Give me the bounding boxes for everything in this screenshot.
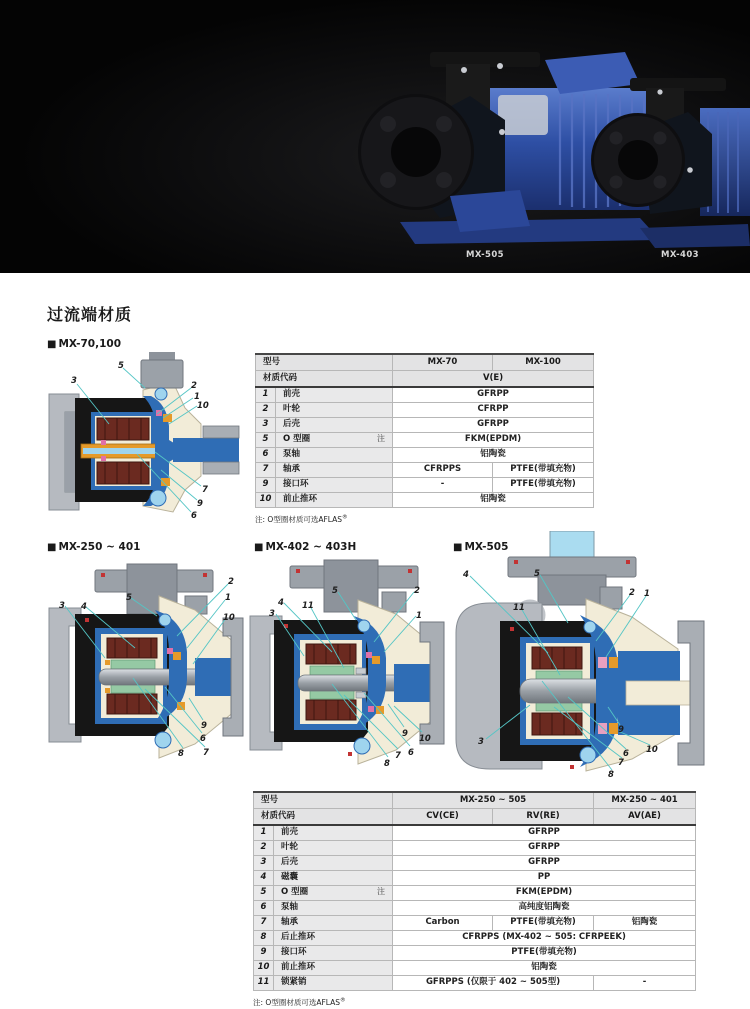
svg-text:11: 11 bbox=[513, 603, 525, 613]
svg-text:3: 3 bbox=[478, 737, 484, 747]
svg-text:5: 5 bbox=[118, 361, 124, 371]
svg-text:8: 8 bbox=[384, 759, 390, 769]
svg-text:10: 10 bbox=[419, 734, 431, 744]
svg-text:10: 10 bbox=[646, 745, 658, 755]
svg-text:3: 3 bbox=[59, 601, 65, 611]
svg-text:3: 3 bbox=[269, 609, 275, 619]
table-row bbox=[256, 387, 594, 403]
table-row bbox=[256, 493, 594, 508]
svg-text:2: 2 bbox=[191, 381, 197, 391]
cross-section-mx250-401 bbox=[45, 556, 245, 774]
svg-text:9: 9 bbox=[197, 499, 203, 509]
part-number: 1 bbox=[256, 387, 276, 403]
table-row bbox=[254, 886, 696, 901]
part-name: O 型圈 注 bbox=[276, 433, 393, 448]
part-material: GFRPP bbox=[393, 856, 696, 871]
top-flange bbox=[141, 352, 183, 388]
table-row bbox=[256, 433, 594, 448]
part-material-av: 铝陶瓷 bbox=[594, 916, 696, 931]
part-material-rv: PTFE(带填充物) bbox=[493, 916, 594, 931]
part-material-mx100: PTFE(带填充物) bbox=[493, 463, 594, 478]
code-av: AV(AE) bbox=[594, 809, 696, 826]
part-name: 后止推环 bbox=[274, 931, 393, 946]
part-material: GFRPP bbox=[393, 418, 594, 433]
svg-text:9: 9 bbox=[402, 729, 408, 739]
part-name: 接口环 bbox=[276, 478, 393, 493]
table-row bbox=[256, 418, 594, 433]
part-material: PTFE(带填充物) bbox=[393, 946, 696, 961]
table2-footnote: 注: O型圈材质可选AFLAS® bbox=[253, 997, 346, 1007]
part-name: 前壳 bbox=[274, 825, 393, 841]
part-number: 9 bbox=[254, 946, 274, 961]
part-name: 泵轴 bbox=[274, 901, 393, 916]
photo-label-mx403: MX-403 bbox=[661, 250, 699, 260]
part-number: 2 bbox=[256, 403, 276, 418]
part-material-av: - bbox=[594, 976, 696, 991]
svg-text:7: 7 bbox=[395, 751, 401, 761]
part-name: 后壳 bbox=[274, 856, 393, 871]
part-number: 2 bbox=[254, 841, 274, 856]
top-flange bbox=[95, 564, 213, 614]
svg-text:9: 9 bbox=[618, 725, 624, 735]
svg-text:4: 4 bbox=[463, 570, 469, 580]
svg-text:9: 9 bbox=[201, 721, 207, 731]
part-material: 铝陶瓷 bbox=[393, 493, 594, 508]
svg-text:5: 5 bbox=[126, 593, 132, 603]
part-number: 7 bbox=[254, 916, 274, 931]
table-row bbox=[254, 901, 696, 916]
pumps-photo-illustration bbox=[0, 0, 750, 273]
table-row bbox=[256, 463, 594, 478]
header-model: 型号 bbox=[254, 792, 393, 809]
cross-section-mx505 bbox=[450, 531, 710, 778]
part-material: 高纯度铝陶瓷 bbox=[393, 901, 696, 916]
part-name: 轴承 bbox=[276, 463, 393, 478]
part-number: 10 bbox=[254, 961, 274, 976]
part-material: CFRPPS (MX-402 ~ 505: CFRPEEK) bbox=[393, 931, 696, 946]
part-name: 后壳 bbox=[276, 418, 393, 433]
svg-text:2: 2 bbox=[228, 577, 234, 587]
part-name: 锁紧销 bbox=[274, 976, 393, 991]
part-name: 前止推环 bbox=[276, 493, 393, 508]
table-row bbox=[254, 916, 696, 931]
code-rv: RV(RE) bbox=[493, 809, 594, 826]
part-material-mx70: - bbox=[393, 478, 493, 493]
section-head-mx250-401: ■ MX-250 ~ 401 bbox=[47, 541, 141, 553]
volute-flow-path bbox=[143, 388, 239, 506]
svg-text:3: 3 bbox=[71, 376, 77, 386]
svg-text:7: 7 bbox=[202, 485, 208, 495]
table-row bbox=[254, 946, 696, 961]
square-bullet-icon: ■ bbox=[453, 542, 463, 553]
svg-text:2: 2 bbox=[629, 588, 635, 598]
mx70-100-materials-table bbox=[255, 353, 594, 508]
svg-text:10: 10 bbox=[197, 401, 209, 411]
section-head-mx505: ■ MX-505 bbox=[453, 541, 509, 553]
square-bullet-icon: ■ bbox=[47, 542, 57, 553]
part-name: 叶轮 bbox=[274, 841, 393, 856]
table-row bbox=[254, 931, 696, 946]
table-row bbox=[256, 478, 594, 493]
svg-text:10: 10 bbox=[223, 613, 235, 623]
part-number: 11 bbox=[254, 976, 274, 991]
table-row bbox=[254, 976, 696, 991]
svg-text:7: 7 bbox=[203, 748, 209, 758]
rear-bracket bbox=[49, 394, 79, 510]
note-mark: 注 bbox=[377, 887, 386, 897]
svg-text:6: 6 bbox=[191, 511, 197, 520]
part-name: O 型圈 注 bbox=[274, 886, 393, 901]
table-row bbox=[254, 871, 696, 886]
svg-text:8: 8 bbox=[178, 749, 184, 759]
part-material: GFRPP bbox=[393, 841, 696, 856]
svg-text:11: 11 bbox=[302, 601, 314, 611]
header-material-code: 材质代码 bbox=[254, 809, 393, 826]
square-bullet-icon: ■ bbox=[47, 339, 57, 350]
part-name: 泵轴 bbox=[276, 448, 393, 463]
part-name: 轴承 bbox=[274, 916, 393, 931]
svg-text:2: 2 bbox=[414, 586, 420, 596]
part-number: 1 bbox=[254, 825, 274, 841]
suction-pipe bbox=[508, 531, 636, 609]
table-row bbox=[256, 403, 594, 418]
header-material-code: 材质代码 bbox=[256, 371, 393, 388]
svg-text:7: 7 bbox=[618, 758, 624, 768]
part-number: 9 bbox=[256, 478, 276, 493]
product-photo bbox=[0, 0, 750, 273]
part-name: 叶轮 bbox=[276, 403, 393, 418]
part-material-mx100: PTFE(带填充物) bbox=[493, 478, 594, 493]
part-material-mx70: CFRPPS bbox=[393, 463, 493, 478]
part-number: 3 bbox=[256, 418, 276, 433]
part-number: 10 bbox=[256, 493, 276, 508]
svg-text:1: 1 bbox=[416, 611, 422, 621]
part-material: CFRPP bbox=[393, 403, 594, 418]
part-material: 铝陶瓷 bbox=[393, 961, 696, 976]
header-mx100: MX-100 bbox=[493, 354, 594, 371]
svg-text:5: 5 bbox=[332, 586, 338, 596]
part-name: 前止推环 bbox=[274, 961, 393, 976]
code-cv: CV(CE) bbox=[393, 809, 493, 826]
header-group-250-401: MX-250 ~ 401 bbox=[594, 792, 696, 809]
part-material: FKM(EPDM) bbox=[393, 886, 696, 901]
part-material: PP bbox=[393, 871, 696, 886]
table1-footnote: 注: O型圈材质可选AFLAS® bbox=[255, 514, 348, 524]
part-material-cv: Carbon bbox=[393, 916, 493, 931]
svg-text:1: 1 bbox=[644, 589, 650, 599]
cross-section-mx402-403h bbox=[248, 556, 448, 774]
section-head-mx70-100: ■ MX-70,100 bbox=[47, 338, 122, 350]
page-title: 过流端材质 bbox=[47, 305, 133, 324]
table-row bbox=[254, 856, 696, 871]
note-mark: 注 bbox=[377, 434, 386, 444]
table-row bbox=[256, 448, 594, 463]
mx70-100-table-block bbox=[255, 353, 593, 525]
part-number: 6 bbox=[256, 448, 276, 463]
svg-text:4: 4 bbox=[278, 598, 284, 608]
svg-text:1: 1 bbox=[225, 593, 231, 603]
cross-section-mx70-100 bbox=[45, 352, 241, 520]
table-row bbox=[254, 825, 696, 841]
part-name: 接口环 bbox=[274, 946, 393, 961]
header-mx70: MX-70 bbox=[393, 354, 493, 371]
part-number: 4 bbox=[254, 871, 274, 886]
header-model: 型号 bbox=[256, 354, 393, 371]
part-number: 5 bbox=[254, 886, 274, 901]
svg-text:5: 5 bbox=[534, 569, 540, 579]
square-bullet-icon: ■ bbox=[254, 542, 264, 553]
code-value: V(E) bbox=[393, 371, 594, 388]
section-head-mx402-403h: ■ MX-402 ~ 403H bbox=[254, 541, 357, 553]
svg-text:1: 1 bbox=[194, 392, 200, 402]
part-name: 磁囊 bbox=[274, 871, 393, 886]
part-material: GFRPP bbox=[393, 387, 594, 403]
part-number: 6 bbox=[254, 901, 274, 916]
part-number: 3 bbox=[254, 856, 274, 871]
header-group-250-505: MX-250 ~ 505 bbox=[393, 792, 594, 809]
svg-text:6: 6 bbox=[200, 734, 206, 744]
part-material: GFRPP bbox=[393, 825, 696, 841]
mx250-505-table-block bbox=[253, 791, 695, 1008]
svg-text:4: 4 bbox=[81, 602, 87, 612]
part-material: 铝陶瓷 bbox=[393, 448, 594, 463]
part-material: FKM(EPDM) bbox=[393, 433, 594, 448]
svg-text:6: 6 bbox=[408, 748, 414, 758]
part-material-cv-rv: GFRPPS (仅限于 402 ~ 505型) bbox=[393, 976, 594, 991]
part-number: 7 bbox=[256, 463, 276, 478]
part-name: 前壳 bbox=[276, 387, 393, 403]
svg-text:6: 6 bbox=[623, 749, 629, 759]
part-number: 8 bbox=[254, 931, 274, 946]
svg-text:8: 8 bbox=[608, 770, 614, 778]
photo-label-mx505: MX-505 bbox=[466, 250, 504, 260]
mx250-505-materials-table bbox=[253, 791, 696, 991]
part-number: 5 bbox=[256, 433, 276, 448]
table-row bbox=[254, 841, 696, 856]
table-row bbox=[254, 961, 696, 976]
